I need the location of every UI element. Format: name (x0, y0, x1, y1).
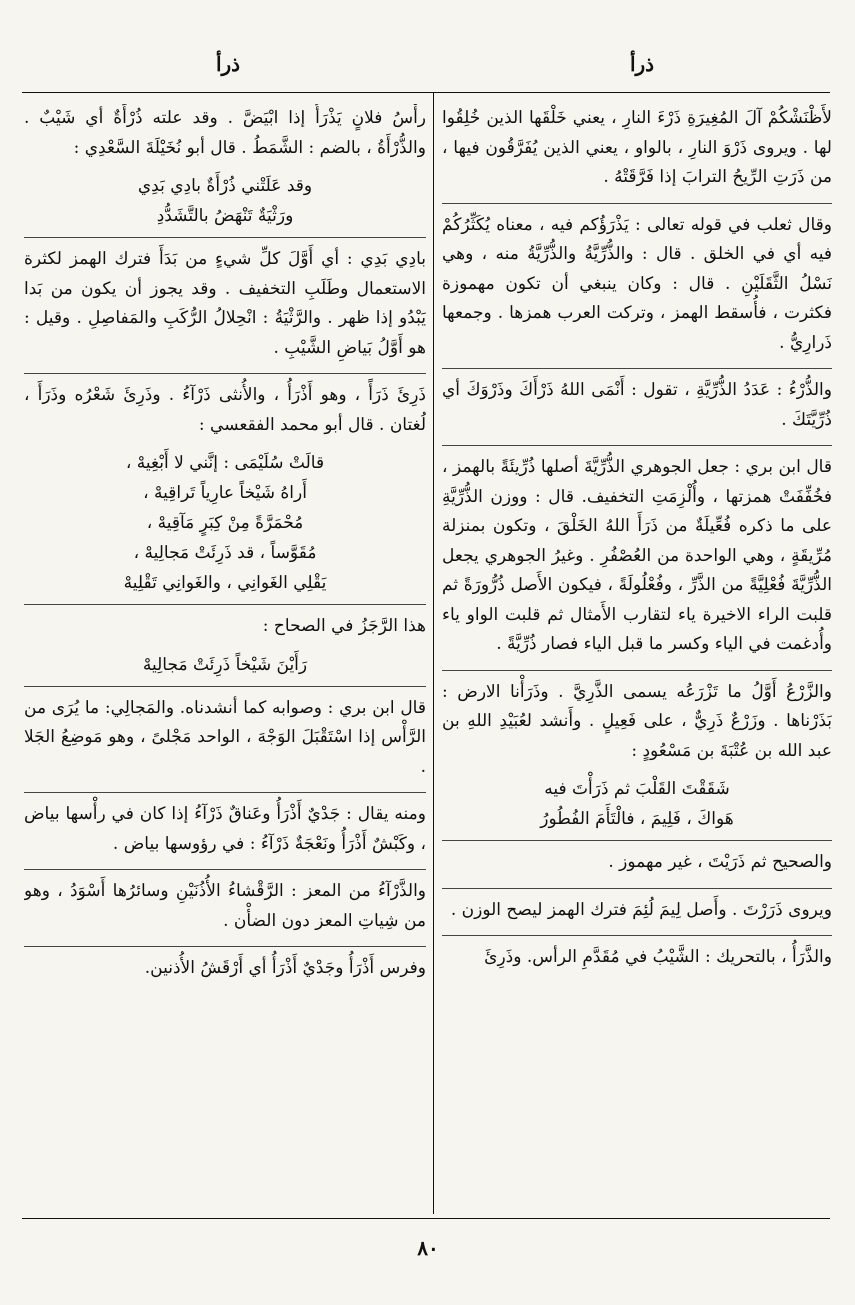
verse-line: شَقَقْتَ القَلْبَ ثم ذَرَأْتَ فيه (544, 779, 730, 799)
verse-block (442, 774, 832, 834)
paragraph-separator (24, 946, 426, 947)
paragraph: وقال ثعلب في قوله تعالى : يَذْرَؤُكم فيه ، معناه يُكَثِّرُكُمْ فيه أي في الخلق . قال : والذُّرِّيَّةُ والذُّرِّيَّةُ منه ، وهي نَسْلُ الثَّقَلَيْنِ . قال : وكان ينبغي أن تكون مهموزة فكثرت ، فأُسقط الهمز ، وتركت العرب همزها . وجمعها ذَرارِيُّ . (442, 214, 832, 353)
verse-block (24, 448, 426, 598)
paragraph: ويروى ذَرَرْتَ . وأَصل لِيمَ لُئِمَ فترك الهمز ليصح الوزن . (450, 899, 832, 920)
paragraph: بادِي بَدِي : أي أَوَّلَ كلِّ شيءٍ من بَدَأَ فترك الهمز لكثرة الاستعمال وطَلَبِ التخفيف . وقد يجوز أن يكون من بَدا يَبْدُو إذا ظهر . والرَّثْيَةُ : انْحِلالُ الرُّكَبِ والمَفاصِلِ . وقيل : هو أَوَّلُ بَياضِ الشَّيْبِ . (24, 249, 426, 358)
paragraph-separator (442, 203, 832, 204)
header-word-right: ذرأ (629, 52, 655, 76)
verse-line: قالَتْ سُلَيْمَى : إنَّني لا أَبْغِيهْ ، (125, 453, 325, 473)
verse-line: رَأَيْنَ شَيْخاً ذَرِئَتْ مَجالِيهْ (142, 654, 308, 675)
paragraph: قال ابن بري : وصوابه كما أنشدناه. والمَجالِي: ما يُرَى من الرَّأْس إذا اسْتَقْبَلَ الوَجْهَ ، الواحد مَجْلىً ، وهو مَوضِعُ الجَلا . (24, 697, 426, 777)
paragraph: والذُّرْءُ : عَدَدُ الذُّرِّيَّةِ ، تقول : أَنْمَى اللهُ ذَرْأَكَ وذَرْوَكَ أي ذُرِّيَّتَكَ . (442, 380, 832, 430)
top-rule (22, 92, 830, 93)
verse-line: ورَثْيَةٌ تَنْهَضُ بالتَّشَدُّدِ (156, 206, 294, 226)
left-column (24, 104, 426, 1199)
verse-line: وقد عَلَتْني ذُرْأَةٌ بادِي بَدِي (137, 176, 313, 196)
paragraph-separator (442, 368, 832, 369)
verse-line: مُقَوَّساً ، قد ذَرِئَتْ مَجالِيهْ ، (133, 543, 317, 563)
paragraph-separator (24, 604, 426, 605)
paragraph-separator (442, 445, 832, 446)
paragraph: هذا الرَّجَزُ في الصحاح : (262, 616, 426, 636)
verse-line: أَراهُ شَيْخاً عارِياً تَراقِيهْ ، (143, 483, 307, 503)
paragraph-separator (24, 373, 426, 374)
verse-line: مُحْمَرَّةً مِنْ كِبَرٍ مَآقِيهْ ، (146, 513, 304, 533)
bottom-rule (22, 1218, 830, 1219)
header-word-left: ذرأ (215, 52, 241, 76)
paragraph-separator (442, 840, 832, 841)
paragraph: وفرس أَذْرَأُ وجَدْيٌ أَذْرَأُ أي أَرْقَشُ الأُذنين. (144, 958, 426, 978)
paragraph-separator (442, 670, 832, 671)
verse-block (24, 650, 426, 680)
paragraph-separator (24, 237, 426, 238)
column-divider (433, 92, 434, 1214)
paragraph: رأْسُ فلانٍ يَذْرَأُ إذا ابْيَضَّ . وقد علته ذُرْأَةٌ أي شَيْبٌ . والذُّرْأَةُ ، بالضم : الشَّمَطُ . قال أبو نُخَيْلَةَ السَّعْدِي : (24, 108, 426, 158)
paragraph-separator (442, 888, 832, 889)
paragraph-separator (24, 686, 426, 687)
paragraph: والزَّرْعُ أَوَّلُ ما تَزْرَعُه يسمى الذَّرِيَّ . وذَرَأْنا الارض : بَذَرْناها . وزَرْعٌ ذَرِيٌّ ، على فَعِيلٍ . وأَنشد لعُبَيْدِ اللهِ بن عبد الله بن عُتْبَةَ بن مَسْعُودٍ : (442, 681, 832, 761)
paragraph: ومنه يقال : جَدْيٌ أَذْرَأُ وعَناقٌ ذَرْآءُ إذا كان في رأْسها بياض ، وكَبْشٌ أَذْرَأُ ونَعْجَةٌ ذَرْآءُ : في رؤوسها بياض . (24, 804, 426, 854)
verse-block (24, 171, 426, 231)
paragraph: والذَّرَأُ ، بالتحريك : الشَّيْبُ في مُقَدَّمِ الرأس. وذَرِئَ (484, 947, 832, 967)
paragraph: لأَظْنَشْكُمْ آلَ المُغِيرَةِ ذَرْءَ النارِ ، يعني خَلْقَها الذين خُلِقُوا لها . ويروى ذَرْوَ النارِ ، بالواو ، يعني الذين يُفَرَّقُون فيها ، من ذَرَتِ الرِّيحُ الترابَ إذا فَرَّقَتْهُ . (442, 108, 832, 187)
verse-line: هَواكَ ، فَلِيمَ ، فالْتَأَمَ الفُطُورُ (540, 809, 734, 829)
paragraph-separator (24, 792, 426, 793)
paragraph: والصحيح ثم ذَرَيْتَ ، غير مهموز . (608, 852, 832, 872)
paragraph: قال ابن بري : جعل الجوهري الذُّرِّيَّةَ أصلها ذُرِّيئَةً بالهمز ، فخُفِّفَتْ همزتها ، وأُلْزِمَتِ التخفيف. قال : ووزن الذُّرِّيَّةِ على ما ذكره فُعِّيلَةٌ من ذَرَأَ اللهُ الخَلْقَ ، وتكون بمنزلة مُرِّيقَةٍ ، وهي الواحدة من العُصْفُرِ . وغيرُ الجوهري يجعل الذُّرِّيَّةَ فُعْلِيَّةً من الذَّرِّ ، وفُعْلُولَةً ، فيكون الأَصل ذُرُّورَةً ثم قلبت الراء الاخيرة ياء لتقارب الأَمثال ثم قلبت الواو ياء وأُدغمت في الياء وكسر ما قبل الياء فصار ذُرِّيَّةً . (442, 457, 832, 654)
paragraph: ذَرِئَ ذَرَأً ، وهو أَذْرَأُ ، والأُنثى ذَرْآءُ . وذَرِئَ شَعْرُه وذَرَأَ ، لُغتان . قال أبو محمد الفقعسي : (24, 385, 426, 435)
verse-line: يَقْلِي الغَوانِي ، والغَوانِي تَقْلِيهْ (123, 573, 327, 593)
paragraph-separator (442, 935, 832, 936)
paragraph-separator (24, 869, 426, 870)
paragraph: والذَّرْآءُ من المعز : الرَّقْشاءُ الأُذُنَيْنِ وسائرُها أَسْوَدُ ، وهو من شِياتِ المعز دون الضأْن . (24, 881, 426, 931)
page-number: ٨٠ (417, 1236, 439, 1260)
right-column (442, 104, 832, 1199)
